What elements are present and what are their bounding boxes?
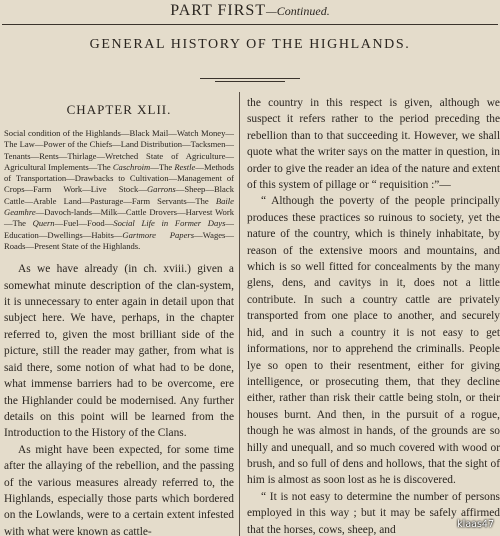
summary-italic-term: Garrons [146,184,176,195]
summary-text: —Sheep—Black Cattle—Arable Land—Pasturage—Farm Servants—The [4,184,234,206]
right-column [247,95,500,536]
running-header [0,2,500,20]
summary-italic-term: Social Life in Former Days [113,218,226,229]
summary-text: —Education—Dwellings—Habits— [4,218,235,240]
summary-text: —Davoch-lands—Milk—Cattle Drovers—Harvest Work—The [4,207,234,229]
continued-label: —Continued. [266,4,330,18]
summary-text: —The [150,161,175,172]
summary-text: —Fuel—Food— [54,218,114,229]
summary-italic-term: Quern [32,218,55,229]
paragraph: As might have been expected, for some time after the allaying of the rebellion, and the passing of the various measures already referred to, the Highlands, especially those parts which bordered on the Lowlands, were to a certain extent infested with what were known as cattle- [4,443,234,536]
quote-paragraph: “ It is not easy to determine the number of persons employed in this way ; but it may be safely affirmed that the horses, cows, sheep, and [247,490,500,536]
summary-text: —Wages—Roads—Present State of the Highlands. [4,229,234,251]
part-heading: PART FIRST [170,2,267,19]
summary-text: —Methods of Transportation—Drawbacks to Cultivation—Management of Crops—Farm Work—Live Stock— [4,161,235,195]
paragraph: As we have already (in ch. xviii.) given a somewhat minute description of the clan-system, it is unnecessary to enter again in detail upon that subject here. We have, perhaps, in the chapter referred to, given the most brilliant side of the picture, still the reader may gather, from what is said there, some notion of what had to be done, what immense barriers had to be overcome, ere the Highlander could be modernised. Any further details on this point will be learned from the Introduction to the History of the Clans. [4,263,234,440]
paragraph: the country in this respect is given, although we suspect it refers rather to the period preceding the rebellion than to that succeeding it. However, we shall quote what the writer says on the matter in question, in order to give the reader an idea of the nature and extent of this system of pillage or “ requisition :”— [247,97,500,192]
summary-italic-term: Restle [174,161,196,172]
ornament-rule [200,78,300,79]
ornament-rule-short [215,81,285,82]
header-rule [2,24,498,25]
left-column [4,96,234,536]
chapter-summary [4,128,234,252]
column-divider [239,92,240,536]
summary-italic-term: Caschroim [112,161,151,172]
section-title: GENERAL HISTORY OF THE HIGHLANDS. [89,37,411,52]
chapter-heading: CHAPTER XLII. [66,102,172,117]
summary-italic-term: Baile Geamhre [4,195,234,218]
quote-paragraph: “ Although the poverty of the people principally produces these practices so ruinous to society, yet the nature of the country, which is thinely inhabitate, by reason of the extensive moors and mountains, and which is so well fitted for concealments by the many glens, dens, and cavitys in it, does not a little contribute. In such a country cattle are privately transported from one place to another, and securely hid, and in such a country it is not easy to get informations, nor to apprehend the criminalls. People lye so open to their resentment, either for giving intelligence, or prosecuting them, that they decline either, rather than risk their cattle being stoln, or their houses burnt. And then, in the pursuit of a rogue, though he was almost in hands, of the grounds are so hilly and unequall, and so much covered with wood or brush, and so full of dens and hollows, that the sight of him is almost as soon lost as he is discovered. [247,195,500,487]
summary-text: Social condition of the Highlands—Black Mail—Watch Money—The Law—Power of the Chiefs—Land Distribution—Tacksmen—Tenants—Rents—Thirlage—Wretched State of Agriculture—Agricultural Implements—The [4,128,234,172]
summary-italic-term: Gartmore Papers [122,229,195,240]
watermark: klaas47 [457,519,494,530]
